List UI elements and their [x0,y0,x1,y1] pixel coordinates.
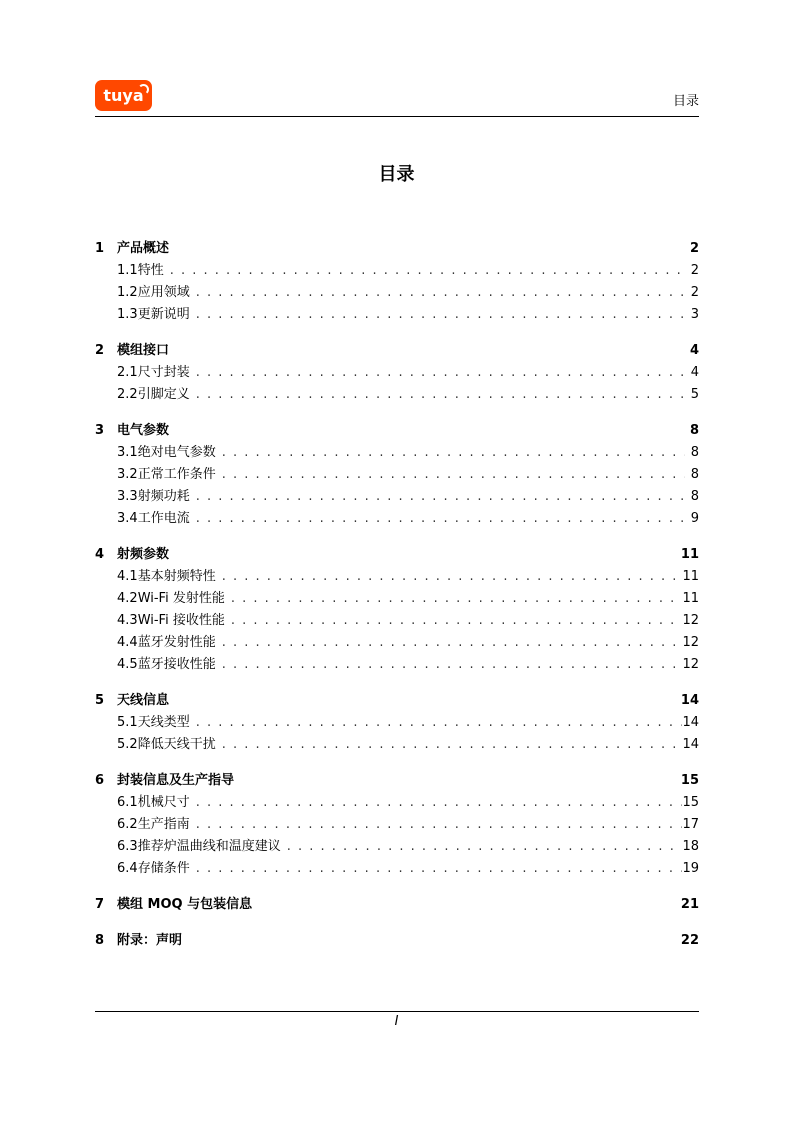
page-header [95,78,699,117]
toc-chapter [95,690,699,756]
section-number: 4.1 [117,569,138,584]
toc-section-entry[interactable] [95,260,699,282]
section-number: 4.5 [117,657,138,672]
section-page-number: 8 [690,489,699,504]
section-page-number: 4 [690,365,699,380]
toc-chapter [95,930,699,952]
section-number: 6.3 [117,839,138,854]
chapter-gap [95,406,699,420]
section-title: 蓝牙发射性能 [137,635,216,650]
chapter-page-number: 8 [689,423,699,438]
footer-divider [95,1011,699,1012]
toc-section-entry[interactable] [95,814,699,836]
toc-chapter-entry[interactable] [95,544,699,566]
toc-chapter [95,238,699,326]
chapter-title: 模组 MOQ 与包装信息 [117,897,253,912]
table-of-contents [95,238,699,952]
toc-chapter-entry[interactable] [95,770,699,792]
section-title: 机械尺寸 [137,795,190,810]
section-title: 生产指南 [137,817,190,832]
toc-section-entry[interactable] [95,632,699,654]
section-page-number: 19 [682,861,699,876]
toc-section-entry[interactable] [95,836,699,858]
section-page-number: 3 [690,307,699,322]
section-title: 更新说明 [137,307,190,322]
dot-leader [231,588,683,610]
section-number: 3.3 [117,489,138,504]
logo-text: tuya [103,86,144,105]
chapter-number: 7 [95,897,105,912]
toc-section-entry[interactable] [95,792,699,814]
section-number: 1.3 [117,307,138,322]
chapter-number: 6 [95,773,105,788]
toc-chapter [95,770,699,880]
section-number: 1.1 [117,263,138,278]
section-title: 存储条件 [137,861,190,876]
chapter-page-number: 21 [680,897,699,912]
toc-chapter-entry[interactable] [95,238,699,260]
section-title: 引脚定义 [137,387,190,402]
dot-leader [196,792,683,814]
dot-leader [222,734,683,756]
section-number: 1.2 [117,285,138,300]
chapter-gap [95,880,699,894]
chapter-title: 天线信息 [117,693,170,708]
section-page-number: 12 [682,657,699,672]
chapter-gap [95,326,699,340]
dot-leader [222,566,683,588]
toc-section-entry[interactable] [95,508,699,530]
section-number: 4.4 [117,635,138,650]
tuya-logo [95,80,152,111]
toc-section-entry[interactable] [95,442,699,464]
section-page-number: 2 [690,285,699,300]
toc-chapter-entry[interactable] [95,930,699,952]
toc-title: 目录 [378,164,415,185]
toc-section-entry[interactable] [95,282,699,304]
section-title: Wi-Fi 接收性能 [137,613,225,628]
section-number: 5.1 [117,715,138,730]
dot-leader [196,858,683,880]
section-page-number: 14 [682,715,699,730]
chapter-gap [95,756,699,770]
chapter-title: 电气参数 [117,423,170,438]
section-title: 射频功耗 [137,489,190,504]
dot-leader [170,260,684,282]
section-page-number: 17 [682,817,699,832]
toc-chapter-entry[interactable] [95,690,699,712]
section-page-number: 11 [682,569,699,584]
section-number: 3.1 [117,445,138,460]
dot-leader [222,442,685,464]
toc-section-entry[interactable] [95,486,699,508]
chapter-number: 8 [95,933,105,948]
dot-leader [196,814,683,836]
section-page-number: 12 [682,635,699,650]
toc-section-entry[interactable] [95,362,699,384]
chapter-page-number: 22 [680,933,699,948]
toc-chapter [95,544,699,676]
section-page-number: 2 [690,263,699,278]
chapter-title: 射频参数 [117,547,170,562]
toc-section-entry[interactable] [95,858,699,880]
chapter-title: 模组接口 [117,343,170,358]
dot-leader [196,362,684,384]
section-number: 3.2 [117,467,138,482]
dot-leader [231,610,683,632]
dot-leader [196,486,684,508]
toc-section-entry[interactable] [95,734,699,756]
chapter-title: 附录：声明 [117,933,183,948]
section-title: 基本射频特性 [137,569,216,584]
dot-leader [196,712,683,734]
dot-leader [222,632,683,654]
section-title: 推荐炉温曲线和温度建议 [137,839,281,854]
toc-section-entry[interactable] [95,566,699,588]
section-page-number: 8 [690,445,699,460]
section-page-number: 14 [682,737,699,752]
chapter-page-number: 11 [680,547,699,562]
chapter-number: 2 [95,343,105,358]
section-title: 蓝牙接收性能 [137,657,216,672]
dot-leader [222,654,683,676]
chapter-gap [95,676,699,690]
section-title: 天线类型 [137,715,190,730]
section-number: 5.2 [117,737,138,752]
section-page-number: 9 [690,511,699,526]
chapter-gap [95,916,699,930]
section-title: 特性 [137,263,164,278]
chapter-title: 封装信息及生产指导 [117,773,235,788]
section-number: 6.1 [117,795,138,810]
toc-chapter [95,340,699,406]
chapter-title: 产品概述 [117,241,170,256]
toc-chapter [95,420,699,530]
toc-section-entry[interactable] [95,304,699,326]
dot-leader [196,508,684,530]
section-number: 4.3 [117,613,138,628]
section-title: 降低天线干扰 [137,737,216,752]
section-title: 正常工作条件 [137,467,216,482]
section-page-number: 15 [682,795,699,810]
header-title: 目录 [672,94,699,109]
footer-page-number: I [394,1014,399,1029]
logo-wifi-arc-icon [138,84,149,95]
dot-leader [196,384,684,406]
chapter-gap [95,530,699,544]
toc-chapter [95,894,699,916]
chapter-page-number: 4 [689,343,699,358]
chapter-number: 4 [95,547,105,562]
section-number: 4.2 [117,591,138,606]
section-page-number: 8 [690,467,699,482]
dot-leader [196,282,684,304]
dot-leader [287,836,683,858]
toc-chapter-entry[interactable] [95,420,699,442]
toc-section-entry[interactable] [95,712,699,734]
chapter-number: 3 [95,423,105,438]
chapter-page-number: 15 [680,773,699,788]
section-page-number: 5 [690,387,699,402]
dot-leader [196,304,684,326]
toc-chapter-entry[interactable] [95,340,699,362]
chapter-number: 5 [95,693,105,708]
section-number: 6.4 [117,861,138,876]
toc-section-entry[interactable] [95,588,699,610]
section-title: 尺寸封装 [137,365,190,380]
section-number: 6.2 [117,817,138,832]
toc-section-entry[interactable] [95,384,699,406]
toc-chapter-entry[interactable] [95,894,699,916]
section-title: 工作电流 [137,511,190,526]
dot-leader [222,464,685,486]
section-number: 2.2 [117,387,138,402]
section-title: 应用领域 [137,285,190,300]
section-page-number: 18 [682,839,699,854]
section-page-number: 11 [682,591,699,606]
chapter-number: 1 [95,241,105,256]
toc-section-entry[interactable] [95,464,699,486]
section-title: Wi-Fi 发射性能 [137,591,225,606]
chapter-page-number: 2 [689,241,699,256]
section-page-number: 12 [682,613,699,628]
section-number: 3.4 [117,511,138,526]
chapter-page-number: 14 [680,693,699,708]
section-title: 绝对电气参数 [137,445,216,460]
toc-section-entry[interactable] [95,610,699,632]
toc-section-entry[interactable] [95,654,699,676]
section-number: 2.1 [117,365,138,380]
